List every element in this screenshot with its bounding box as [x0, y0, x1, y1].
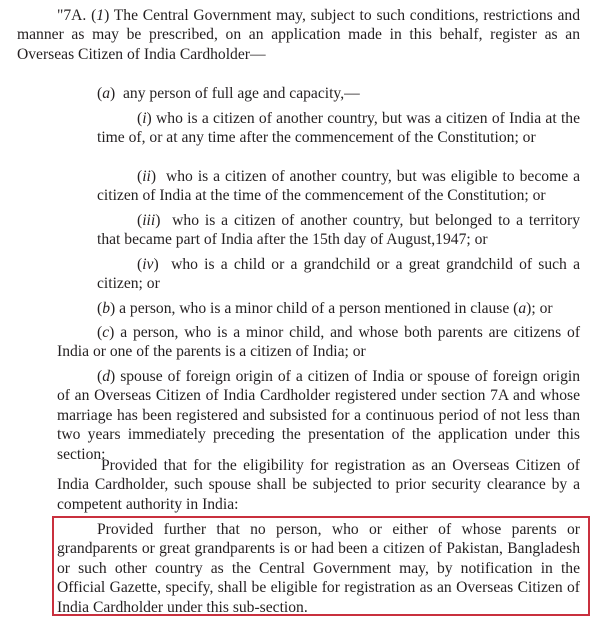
- proviso-further-highlighted: Provided further that no person, who or either of whose parents or grandparents or great grandparents is or had been a citizen of Pakistan, Bangladesh or such other country as the Central Government may, by notification in the Official Gazette, specify, shall be eligible for registration as an Overseas Citizen of India Cardholder under this sub-section.: [57, 521, 580, 616]
- section-prefix: "7A. (: [57, 7, 97, 24]
- clause-d-label: d: [102, 368, 110, 385]
- clause-d-text: spouse of foreign origin of a citizen of India or spouse of foreign origin of an Overseas Citizen of India Cardholder registered under section 7A and whose marriage has been registered and subsisted for a continuous period of not less than two years immediately preceding the presentation of the application under this section:: [57, 368, 580, 463]
- subclause-i: (i) who is a citizen of another country, but was a citizen of India at the time of, or at any time after the commencement of the Constitution; or: [97, 110, 580, 147]
- clause-d: (d) spouse of foreign origin of a citizen of India or spouse of foreign origin of an Overseas Citizen of India Cardholder registered under section 7A and whose marriage has been registered and subsisted for a continuous period of not less than two years immediately preceding the presentation of the application under this section:: [57, 368, 580, 463]
- subclause-i-label: i: [142, 110, 147, 127]
- clause-b-text-end: ); or: [526, 300, 553, 317]
- clause-c-label: c: [102, 324, 110, 341]
- subclause-iii: (iii) who is a citizen of another country, but belonged to a territory that became part of India after the 15th day of August,1947; or: [97, 212, 580, 249]
- clause-b-label: b: [102, 300, 110, 317]
- subclause-ii-label: ii: [142, 168, 151, 185]
- clause-b-ref: a: [518, 300, 527, 317]
- subclause-iii-label: iii: [142, 212, 156, 229]
- subclause-iv: (iv) who is a child or a grandchild or a great grandchild of such a citizen; or: [97, 256, 580, 293]
- clause-c: (c) a person, who is a minor child, and whose both parents are citizens of India or one of the parents is a citizen of India; or: [57, 324, 581, 361]
- subsection-number: 1: [96, 7, 105, 24]
- subclause-i-text: who is a citizen of another country, but was a citizen of India at the time of, or at any time after the commencement of the Constitution; or: [97, 110, 580, 147]
- clause-b: (b) a person, who is a minor child of a person mentioned in clause (a); or: [97, 300, 553, 317]
- subclause-iv-text: who is a child or a grandchild or a great grandchild of such a citizen; or: [97, 256, 580, 293]
- proviso-first: Provided that for the eligibility for registration as an Overseas Citizen of India Cardholder, such spouse shall be subjected to prior security clearance by a competent authority in India:: [57, 457, 580, 513]
- section-opening-text: ) The Central Government may, subject to such conditions, restrictions and manner as may be prescribed, on an application made in this behalf, register as an Overseas Citizen of India Cardholder—: [17, 7, 580, 63]
- clause-b-text: a person, who is a minor child of a person mentioned in clause (: [119, 300, 519, 317]
- clause-c-text: a person, who is a minor child, and whose both parents are citizens of India or one of the parents is a citizen of India; or: [57, 324, 581, 361]
- subclause-iv-label: iv: [142, 256, 154, 273]
- clause-a: (a) any person of full age and capacity,—: [97, 85, 360, 102]
- subclause-iii-text: who is a citizen of another country, but belonged to a territory that became part of India after the 15th day of August,1947; or: [97, 212, 580, 249]
- clause-a-text: any person of full age and capacity,—: [123, 85, 360, 102]
- subclause-ii: (ii) who is a citizen of another country, but was eligible to become a citizen of India at the time of the commencement of the Constitution; or: [97, 168, 581, 205]
- section-7a-opening: [17, 6, 580, 64]
- clause-a-label: a: [102, 85, 110, 102]
- subclause-ii-text: who is a citizen of another country, but was eligible to become a citizen of India at the time of the commencement of the Constitution; or: [97, 168, 581, 205]
